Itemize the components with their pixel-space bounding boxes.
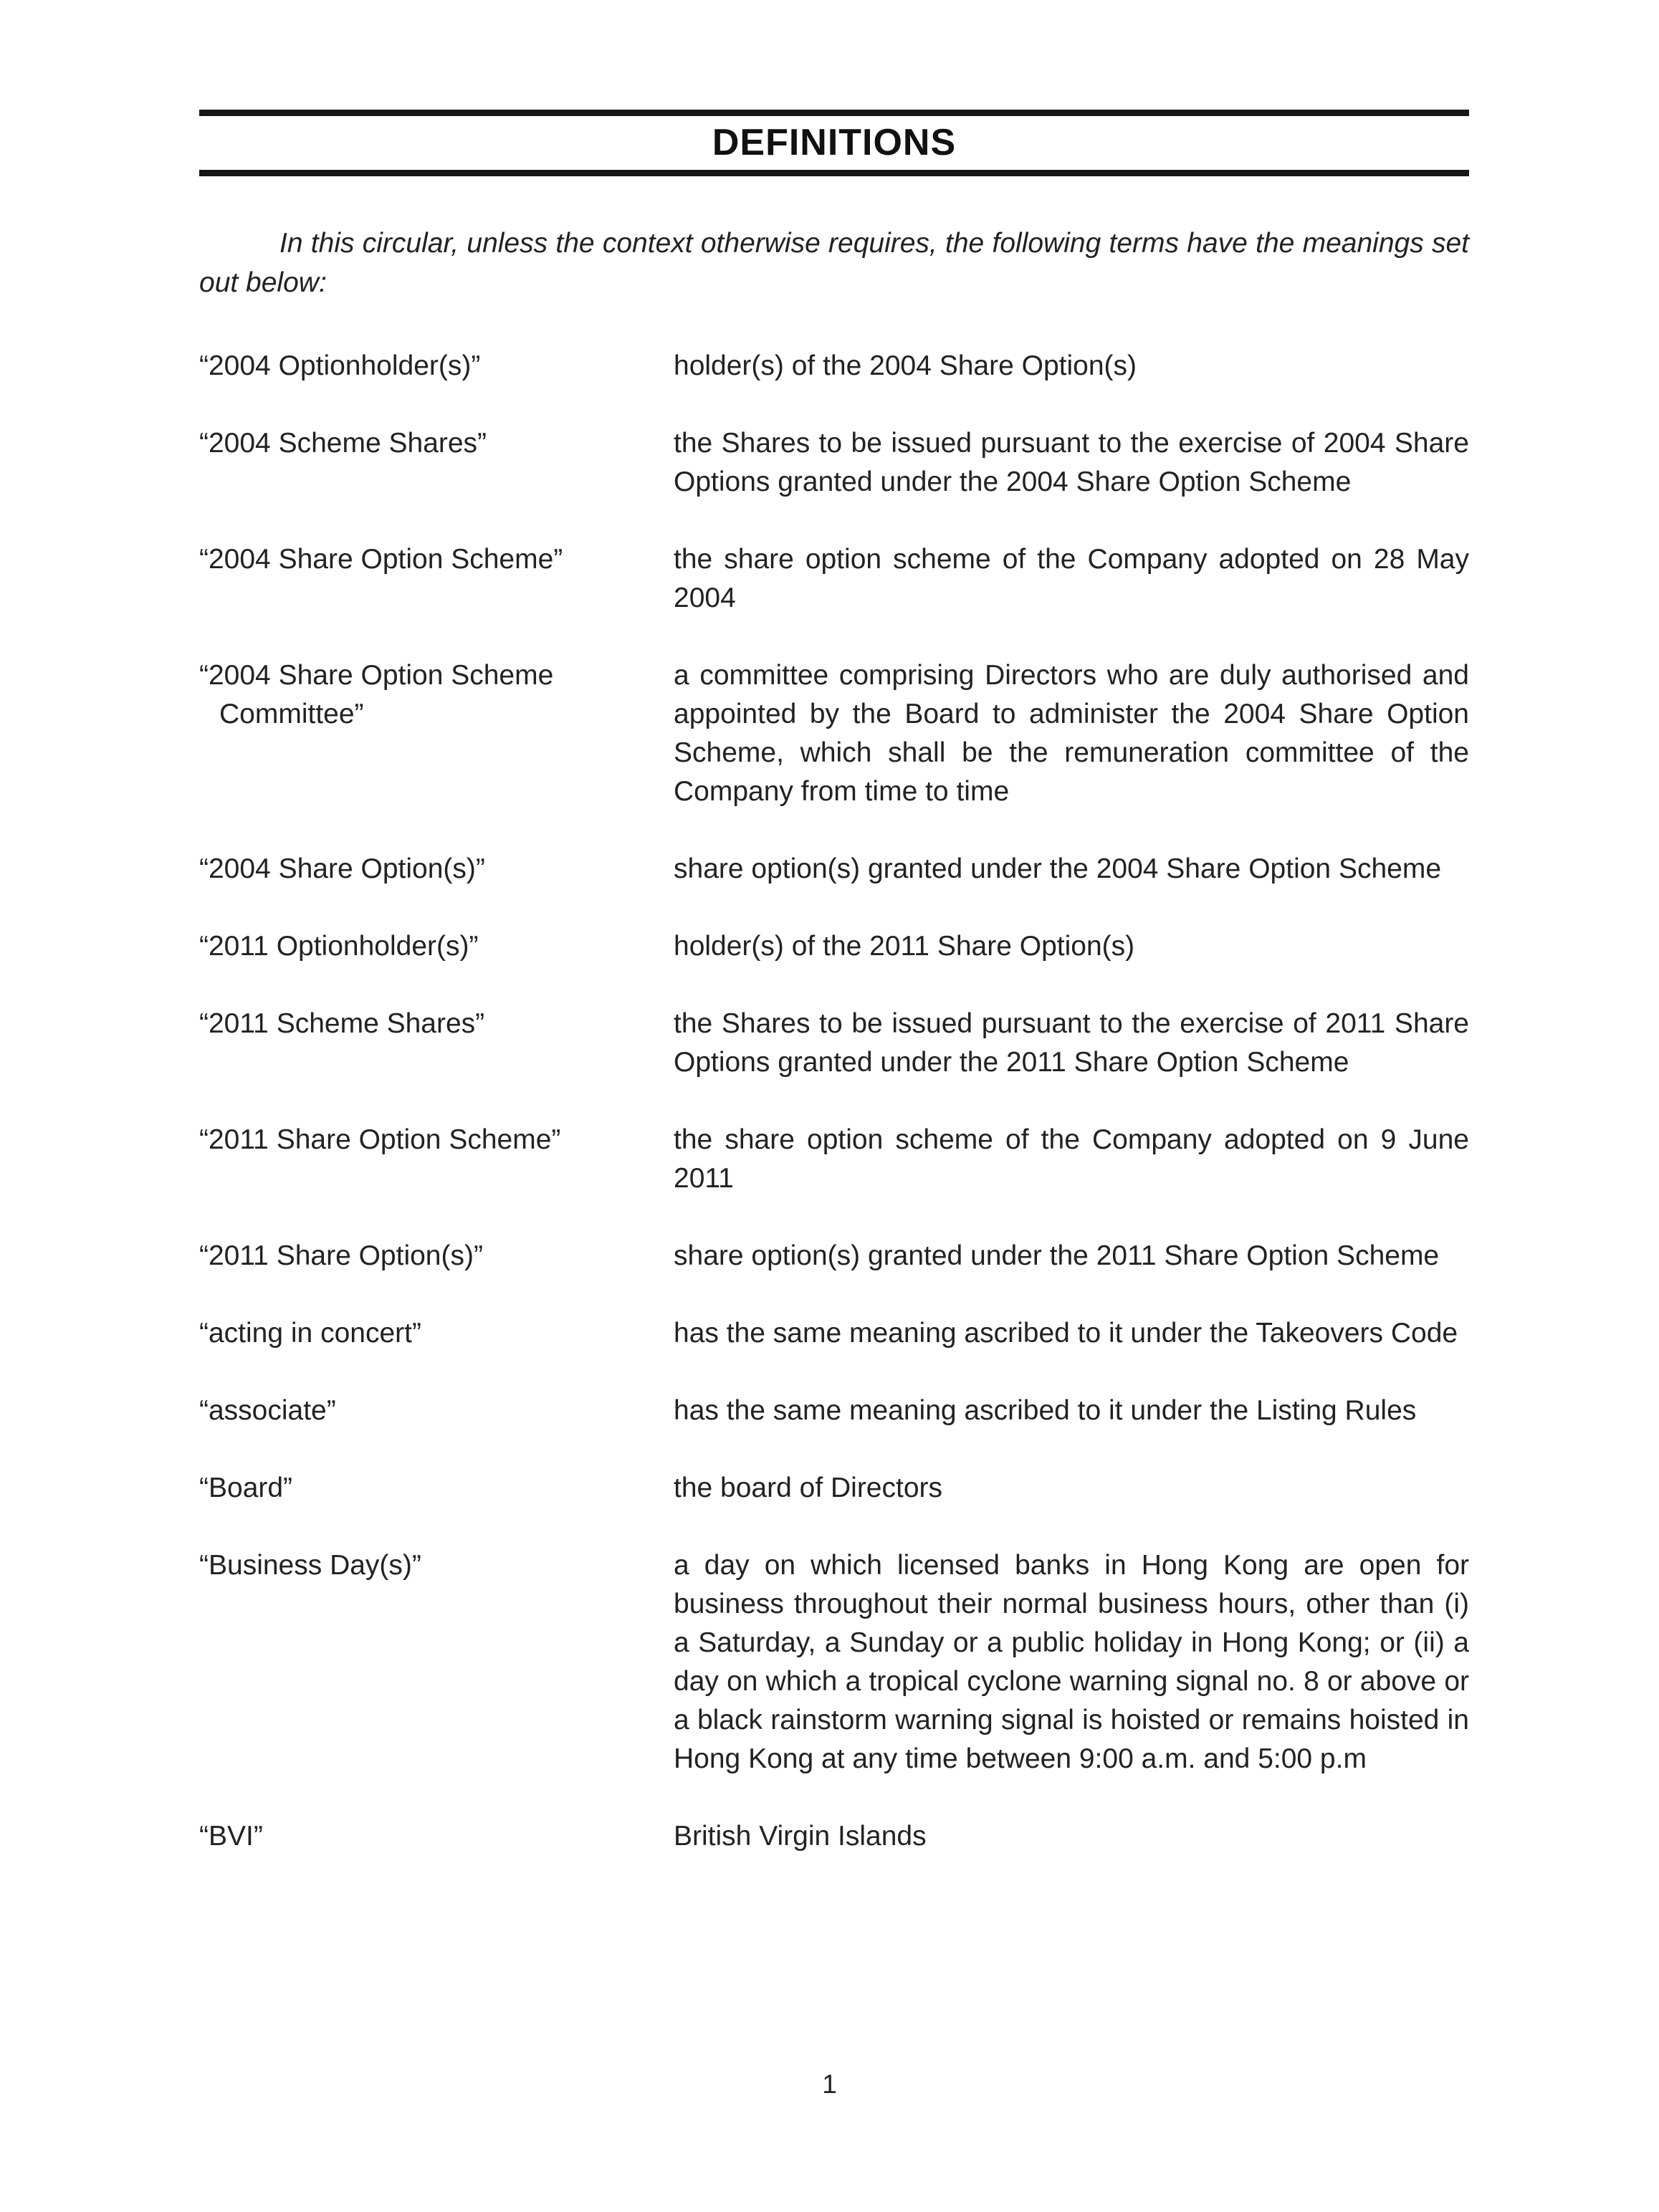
definition-row bbox=[199, 1546, 1469, 1778]
definition-text: share option(s) granted under the 2011 Share Option Scheme bbox=[674, 1240, 1440, 1271]
definition-text: a committee comprising Directors who are duly authorised and appointed by the Board to administer the 2004 Share Option Scheme, which shall be the remuneration committee of the Company from time to time bbox=[674, 660, 1469, 807]
definition-text: the Shares to be issued pursuant to the exercise of 2011 Share Options granted under the 2011 Share Option Scheme bbox=[674, 1008, 1469, 1078]
definition-text: the share option scheme of the Company adopted on 9 June 2011 bbox=[674, 1124, 1469, 1194]
definition-text: share option(s) granted under the 2004 Share Option Scheme bbox=[674, 853, 1442, 884]
definition-term bbox=[199, 1005, 674, 1043]
definition-text: holder(s) of the 2004 Share Option(s) bbox=[674, 350, 1137, 381]
definition-row bbox=[199, 347, 1469, 386]
definition-term bbox=[199, 540, 674, 579]
definition-row bbox=[199, 1121, 1469, 1198]
definition-row bbox=[199, 1469, 1469, 1508]
definition-row bbox=[199, 424, 1469, 502]
definition-term-line: “2011 Share Option Scheme” bbox=[199, 1124, 561, 1155]
definition-row bbox=[199, 1392, 1469, 1430]
header-top-rule bbox=[199, 110, 1469, 116]
definition-term bbox=[199, 1546, 674, 1585]
definition-row bbox=[199, 656, 1469, 811]
definition-text: the board of Directors bbox=[674, 1473, 943, 1503]
definition-term bbox=[199, 656, 674, 734]
definition-term-line: “2004 Share Option Scheme bbox=[199, 660, 554, 691]
definition-term bbox=[199, 1314, 674, 1353]
definition-row bbox=[199, 850, 1469, 889]
definition-text: has the same meaning ascribed to it under the Listing Rules bbox=[674, 1395, 1417, 1426]
definition-term bbox=[199, 927, 674, 966]
intro-paragraph: In this circular, unless the context otherwise requires, the following terms have the meanings set out below: bbox=[199, 228, 1469, 298]
definition-text: a day on which licensed banks in Hong Kong are open for business throughout their normal business hours, other than (i) a Saturday, a Sunday or a public holiday in Hong Kong; or (ii) a day on which a tropical cyclone warning signal no. 8 or above or a black rainstorm warning signal is hoisted or remains hoisted in Hong Kong at any time between 9:00 a.m. and 5:00 p.m bbox=[674, 1550, 1469, 1774]
definition-term bbox=[199, 1392, 674, 1430]
definition-row bbox=[199, 1817, 1469, 1856]
definition-term bbox=[199, 347, 674, 386]
definition-term-line: “acting in concert” bbox=[199, 1318, 421, 1349]
definition-text: British Virgin Islands bbox=[674, 1821, 927, 1852]
definition-text: the Shares to be issued pursuant to the exercise of 2004 Share Options granted under the 2004 Share Option Scheme bbox=[674, 428, 1469, 497]
definition-row bbox=[199, 927, 1469, 966]
definition-term bbox=[199, 1817, 674, 1856]
definition-term-line: “2004 Scheme Shares” bbox=[199, 428, 487, 459]
definition-row bbox=[199, 540, 1469, 618]
definition-term-line: “BVI” bbox=[199, 1821, 263, 1852]
definition-term-line: “2004 Share Option Scheme” bbox=[199, 544, 563, 575]
definition-term bbox=[199, 1121, 674, 1159]
definition-term-line: Committee” bbox=[219, 699, 364, 729]
definition-term-line: “2011 Share Option(s)” bbox=[199, 1240, 483, 1271]
header-bottom-rule bbox=[199, 170, 1469, 176]
definitions-list bbox=[199, 347, 1469, 1895]
definition-term-line: “associate” bbox=[199, 1395, 336, 1426]
page-number: 1 bbox=[822, 2069, 837, 2099]
definition-row bbox=[199, 1237, 1469, 1275]
page-title: DEFINITIONS bbox=[712, 122, 957, 163]
definition-row bbox=[199, 1314, 1469, 1353]
definition-term bbox=[199, 1237, 674, 1275]
definition-term-line: “2004 Optionholder(s)” bbox=[199, 350, 481, 381]
definition-text: holder(s) of the 2011 Share Option(s) bbox=[674, 931, 1135, 962]
definition-term bbox=[199, 424, 674, 463]
page-header bbox=[199, 110, 1469, 176]
definition-text: the share option scheme of the Company adopted on 28 May 2004 bbox=[674, 544, 1469, 613]
definition-term-line: “Business Day(s)” bbox=[199, 1550, 421, 1581]
definition-text: has the same meaning ascribed to it under the Takeovers Code bbox=[674, 1318, 1458, 1349]
definition-row bbox=[199, 1005, 1469, 1082]
definition-term-line: “2011 Optionholder(s)” bbox=[199, 931, 479, 962]
definition-term bbox=[199, 1469, 674, 1508]
definition-term-line: “Board” bbox=[199, 1473, 293, 1503]
definition-term-line: “2004 Share Option(s)” bbox=[199, 853, 485, 884]
definition-term bbox=[199, 850, 674, 889]
definition-term-line: “2011 Scheme Shares” bbox=[199, 1008, 485, 1039]
